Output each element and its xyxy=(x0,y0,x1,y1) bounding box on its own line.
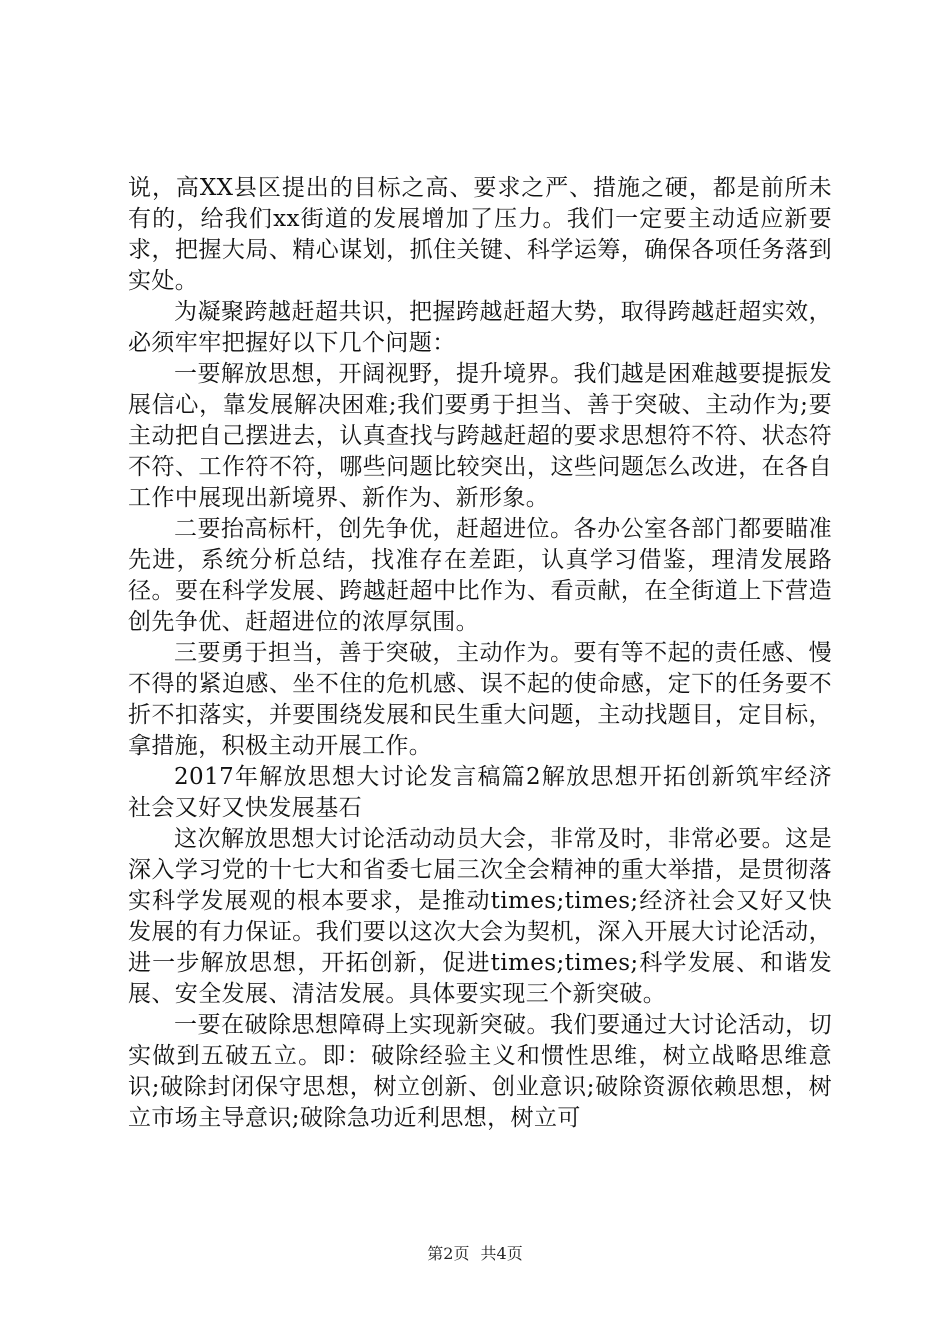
page-footer xyxy=(0,1244,950,1264)
section-heading: 2017年解放思想大讨论发言稿篇2解放思想开拓创新筑牢经济社会又好又快发展基石 xyxy=(128,764,832,821)
paragraph-continuation: 说，高XX县区提出的目标之高、要求之严、措施之硬，都是前所未有的，给我们xx街道的发展增加了压力。我们一定要主动适应新要求，把握大局、精心谋划，抓住关键、科学运筹，确保各项任务落到实处。 xyxy=(128,175,832,294)
document-body xyxy=(128,173,832,1134)
page-total: 共4页 xyxy=(480,1244,523,1263)
paragraph-intro-questions: 为凝聚跨越赶超共识，把握跨越赶超大势，取得跨越赶超实效，必须牢牢把握好以下几个问题： xyxy=(128,299,832,356)
paragraph-point-two: 二要抬高标杆，创先争优，赶超进位。各办公室各部门都要瞄准先进，系统分析总结，找准存在差距，认真学习借鉴，理清发展路径。要在科学发展、跨越赶超中比作为、看贡献，在全街道上下营造创先争优、赶超进位的浓厚氛围。 xyxy=(128,516,832,635)
paragraph-breakthrough-one: 一要在破除思想障碍上实现新突破。我们要通过大讨论活动，切实做到五破五立。即：破除经验主义和惯性思维，树立战略思维意识;破除封闭保守思想，树立创新、创业意识;破除资源依赖思想，树立市场主导意识;破除急功近利思想，树立可 xyxy=(128,1012,832,1131)
paragraph-point-three: 三要勇于担当，善于突破，主动作为。要有等不起的责任感、慢不得的紧迫感、坐不住的危机感、误不起的使命感，定下的任务要不折不扣落实，并要围绕发展和民生重大问题，主动找题目，定目标，拿措施，积极主动开展工作。 xyxy=(128,640,832,759)
paragraph-meeting: 这次解放思想大讨论活动动员大会，非常及时，非常必要。这是深入学习党的十七大和省委七届三次全会精神的重大举措，是贯彻落实科学发展观的根本要求，是推动times;times;经济社会又好又快发展的有力保证。我们要以这次大会为契机，深入开展大讨论活动，进一步解放思想，开拓创新，促进times;times;科学发展、和谐发展、安全发展、清洁发展。具体要实现三个新突破。 xyxy=(128,826,832,1007)
paragraph-point-one: 一要解放思想，开阔视野，提升境界。我们越是困难越要提振发展信心，靠发展解决困难;我们要勇于担当、善于突破、主动作为;要主动把自己摆进去，认真查找与跨越赶超的要求思想符不符、状态符不符、工作符不符，哪些问题比较突出，这些问题怎么改进，在各自工作中展现出新境界、新作为、新形象。 xyxy=(128,361,832,511)
page-number: 第2页 xyxy=(427,1244,470,1263)
